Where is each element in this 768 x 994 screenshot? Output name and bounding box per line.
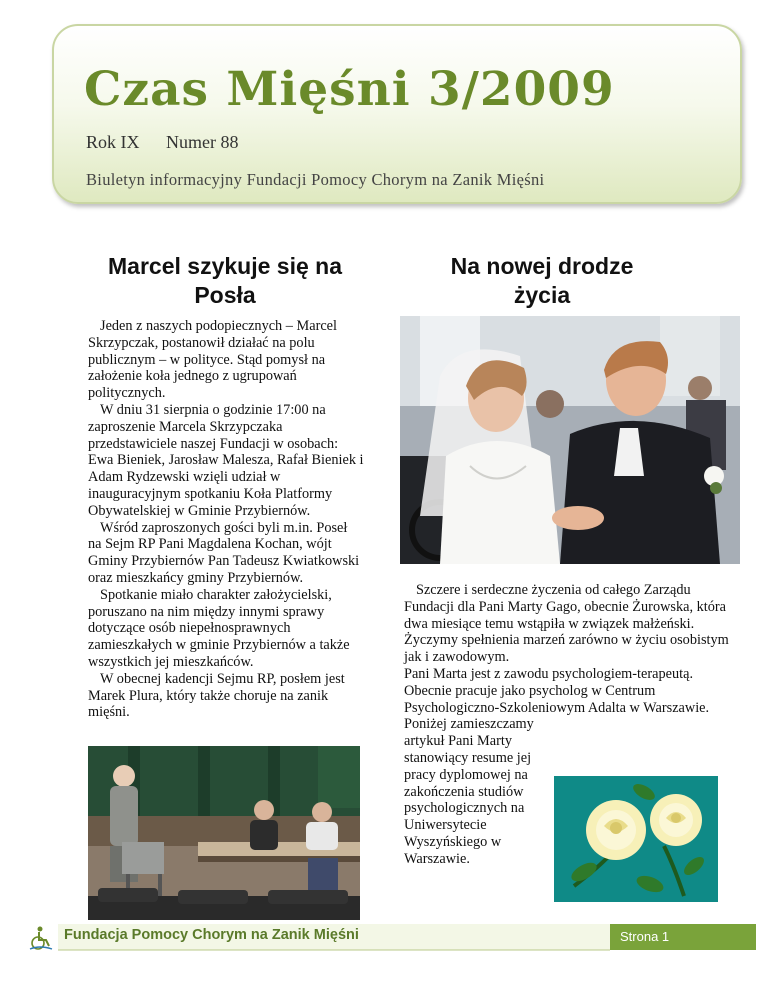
meeting-photo: [88, 746, 360, 920]
paragraph: Pani Marta jest z zawodu psychologiem-terapeutą. Obecnie pracuje jako psycholog w Centrum Psychologiczno-Szkoleniowym Adalta w Warszawie.: [404, 665, 710, 716]
paragraph: Poniżej zamieszczamy artykuł Pani Marty stanowiący resume jej pracy dyplomowej na zakończenia studiów psychologicznych na Uniwersytecie Wyszyńskiego w Warszawie.: [404, 716, 534, 867]
paragraph: Spotkanie miało charakter założycielski, poruszano na nim między innymi sprawy dotyczące osób niepełnosprawnych zamieszkałych w gminie Przybiernów a także wszystkich jej mieszkańców.: [88, 586, 350, 670]
paragraph: Jeden z naszych podopiecznych – Marcel Skrzypczak, postanowił działać na polu publicznym – w polityce. Stąd pomysł na założenie koła jednego z ugrupowań politycznych.: [88, 318, 337, 402]
paragraph: Szczere i serdeczne życzenia od całego Zarządu Fundacji dla Pani Marty Gago, obecnie Żurowska, która dwa miesiące temu wstąpiła w związek małżeński. Życzymy spełnienia marzeń zarówno w życiu osobistym jak i zawodowym.: [404, 582, 729, 666]
left-article-body: [88, 318, 364, 721]
footer-foundation-name: Fundacja Pomocy Chorym na Zanik Mięśni: [64, 927, 359, 943]
issue-info: [86, 132, 260, 153]
left-article-heading: Marcel szykuje się na Posła: [108, 253, 342, 308]
newsletter-title: Czas Mięśni 3/2009: [84, 62, 615, 117]
newsletter-subtitle: Biuletyn informacyjny Fundacji Pomocy Chorym na Zanik Mięśni: [86, 170, 545, 189]
wedding-photo: [400, 316, 740, 564]
issue-number: Numer 88: [166, 132, 239, 152]
paragraph: Wśród zaproszonych gości byli m.in. Poseł na Sejm RP Pani Magdalena Kochan, wójt Gminy Przybiernów Pan Tadeusz Kwiatkowski oraz mieszkańcy gminy Przybiernów.: [88, 519, 360, 586]
issue-year: Rok IX: [86, 132, 140, 152]
masthead: [52, 24, 742, 204]
roses-clipart: [554, 776, 718, 902]
paragraph: W obecnej kadencji Sejmu RP, posłem jest Marek Plura, który także choruje na zanik mięśni.: [88, 670, 345, 721]
wheelchair-icon: [26, 925, 56, 951]
right-article-heading: Na nowej drodze życia: [450, 253, 634, 308]
paragraph: W dniu 31 sierpnia o godzinie 17:00 na zaproszenie Marcela Skrzypczaka przedstawiciele naszej Fundacji w osobach: Ewa Bieniek, Jarosław Malesza, Rafał Bieniek i Adam Rydzewski wzięli udział w inauguracyjnym spotkaniu Koła Platformy Obywatelskiej w Gminie Przybiernów.: [88, 401, 364, 519]
page-number: Strona 1: [610, 924, 756, 950]
